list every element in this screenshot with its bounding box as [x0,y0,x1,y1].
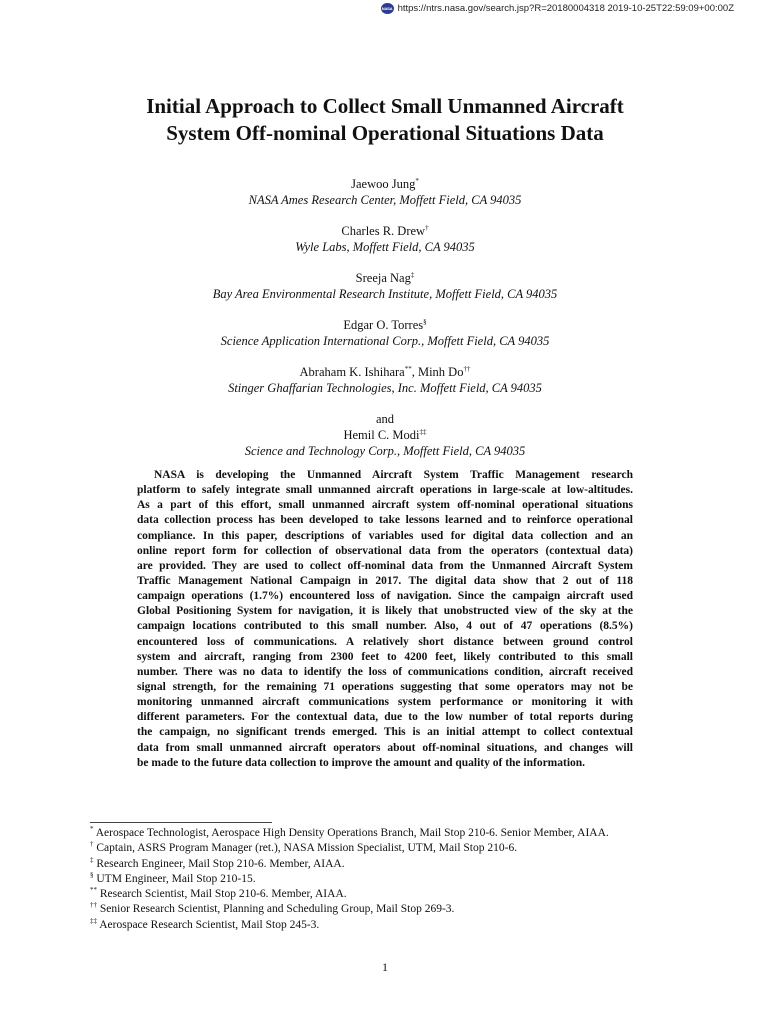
abstract-line: campaign locations contributed to this small number. Also, 4 out of 47 operations (8.5%) [137,620,633,633]
author-conjunction: and [375,412,395,426]
abstract-line: monitoring unmanned aircraft communications system performance or monitoring it with [137,696,633,709]
abstract-line: As a part of this effort, small unmanned aircraft system off-nominal operational situations [137,499,633,512]
author-affiliation: NASA Ames Research Center, Moffett Field, CA 94035 [248,193,522,207]
author-affiliation: Science Application International Corp., Moffett Field, CA 94035 [220,334,550,348]
abstract-line: campaign operations (1.7%) encountered loss of navigation. Since the campaign aircraft used [137,590,633,603]
author-affiliation: Stinger Ghaffarian Technologies, Inc. Moffett Field, CA 94035 [228,381,542,395]
abstract-line: data collection process has been developed to take lessons learned and to reinforce operational [137,514,633,527]
footnote-divider [90,822,272,823]
abstract-line: the campaign, no significant trends emerged. This is an initial attempt to collect contextual [137,726,633,739]
author-name: Edgar O. Torres§ [343,318,427,332]
source-header [381,0,734,16]
author-block [100,176,670,208]
author-affiliation: Bay Area Environmental Research Institute, Moffett Field, CA 94035 [212,287,558,301]
abstract-line: be made to the future data collection to improve the amount and quality of the information. [137,756,586,769]
abstract-line: different parameters. For the contextual data, due to the low number of total reports during [137,711,633,724]
footnote [90,857,690,872]
footnotes [90,826,690,933]
footnote [90,872,690,887]
footnote [90,826,690,841]
footnote-mark: * [90,825,94,833]
footnote [90,902,690,917]
abstract-line: encountered loss of communications. A relatively short distance between ground control [137,635,633,648]
footnote-text: UTM Engineer, Mail Stop 210-15. [93,872,256,885]
author-block [100,223,670,255]
author-block [100,364,670,396]
footnote-mark: ‡ [90,855,94,864]
abstract-line: number. There was no data to identify the loss of communications condition, aircraft received [137,665,633,678]
abstract-line: system and aircraft, ranging from 2300 feet to 4200 feet, likely contributed to this small [137,650,633,663]
footnote [90,841,690,856]
abstract [137,468,633,771]
author-name: Abraham K. Ishihara**, Minh Do†† [299,365,471,379]
author-name: Hemil C. Modi‡‡ [343,428,427,442]
abstract-line: platform to safely integrate small unmanned aircraft operations in large-scale at low-altitudes. [137,484,633,497]
abstract-line: NASA is developing the Unmanned Aircraft System Traffic Management research [154,469,633,481]
footnote-mark: †† [90,901,97,910]
ntrs-logo-icon: NASA [381,3,394,14]
footnote [90,887,690,902]
author-affiliation: Wyle Labs, Moffett Field, CA 94035 [295,240,475,254]
footnote-text: Research Scientist, Mail Stop 210-6. Member, AIAA. [97,888,347,901]
footnote-text: Senior Research Scientist, Planning and Scheduling Group, Mail Stop 269-3. [97,903,455,916]
page-number: 1 [382,960,388,974]
footnote-mark: § [90,870,94,879]
abstract-line: Global Positioning System for navigation, it is likely that unobstructed view of the sky at the [137,605,633,618]
footnote-mark: ** [90,886,97,895]
footnote-text: Aerospace Research Scientist, Mail Stop 245-3. [97,918,320,931]
abstract-line: signal strength, for the remaining 71 operations suggesting that some operators may not be [137,680,633,693]
paper-title [60,93,710,147]
author-affiliation: Science and Technology Corp., Moffett Field, CA 94035 [244,444,526,458]
author-block [100,270,670,302]
abstract-line: data from small unmanned aircraft operators about off-nominal situations, and changes will [137,741,633,754]
footnote-text: Aerospace Technologist, Aerospace High Density Operations Branch, Mail Stop 210-6. Senior Member, AIAA. [93,827,609,839]
source-url-line[interactable]: https://ntrs.nasa.gov/search.jsp?R=20180004318 2019-10-25T22:59:09+00:00Z [397,2,734,14]
title-line-1: Initial Approach to Collect Small Unmanned Aircraft [146,94,624,118]
footnote-mark: ‡‡ [90,916,97,925]
author-block [100,411,670,459]
author-block [100,317,670,349]
abstract-line: online report form for collection of observational data from the operators (contextual data) [137,544,633,557]
author-name: Charles R. Drew† [341,224,429,238]
author-name: Sreeja Nag‡ [355,271,415,285]
footnote-mark: † [90,840,94,849]
title-line-2: System Off-nominal Operational Situations Data [166,121,604,145]
footnote-text: Captain, ASRS Program Manager (ret.), NASA Mission Specialist, UTM, Mail Stop 210-6. [93,842,518,855]
abstract-line: compliance. In this paper, descriptions of variables used for digital data collection and an [137,529,633,542]
author-name: Jaewoo Jung* [351,177,419,191]
abstract-line: are provided. They are used to collect off-nominal data from the Unmanned Aircraft System [137,559,633,572]
footnote [90,918,690,933]
author-list [100,176,670,474]
footnote-text: Research Engineer, Mail Stop 210-6. Member, AIAA. [93,857,345,870]
abstract-line: Traffic Management National Campaign in 2017. The digital data show that 2 out of 118 [137,574,633,587]
